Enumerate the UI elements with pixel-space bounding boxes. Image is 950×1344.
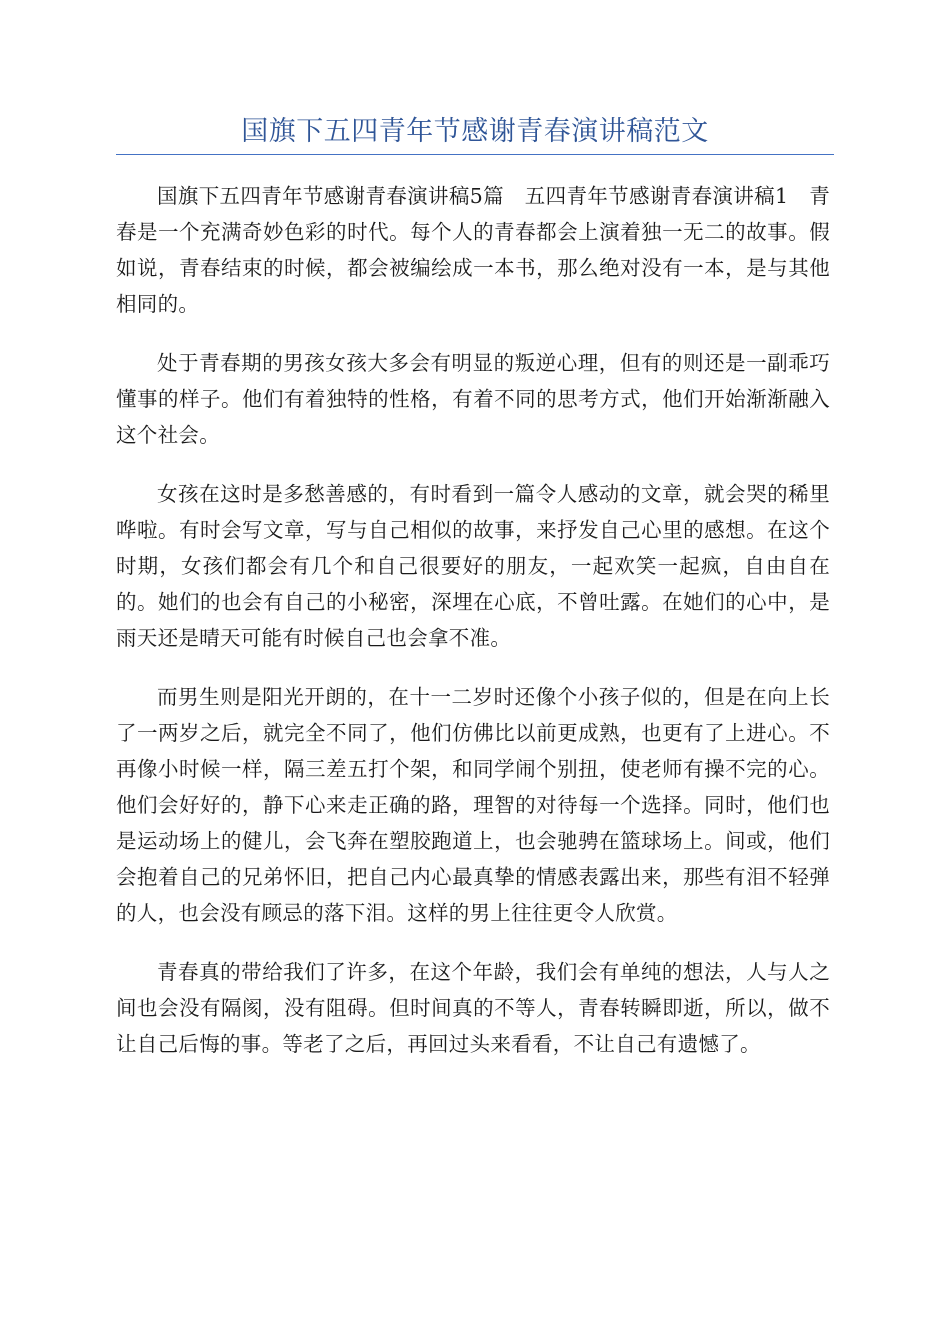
paragraph-4: 而男生则是阳光开朗的，在十一二岁时还像个小孩子似的，但是在向上长了一两岁之后，就完全不同了，他们仿佛比以前更成熟，也更有了上进心。不再像小时候一样，隔三差五打个架，和同学闹个别扭，使老师有操不完的心。他们会好好的，静下心来走正确的路，理智的对待每一个选择。同时，他们也是运动场上的健儿，会飞奔在塑胶跑道上，也会驰骋在篮球场上。间或，他们会抱着自己的兄弟怀旧，把自己内心最真挚的情感表露出来，那些有泪不轻弹的人，也会没有顾忌的落下泪。这样的男上往往更令人欣赏。 [116,685,830,925]
document-body [116,178,830,1085]
paragraph-5: 青春真的带给我们了许多，在这个年龄，我们会有单纯的想法，人与人之间也会没有隔阂，没有阻碍。但时间真的不等人，青春转瞬即逝，所以，做不让自己后悔的事。等老了之后，再回过头来看看，不让自己有遗憾了。 [116,960,830,1056]
title-underline [116,154,834,155]
paragraph-2: 处于青春期的男孩女孩大多会有明显的叛逆心理，但有的则还是一副乖巧懂事的样子。他们有着独特的性格，有着不同的思考方式，他们开始渐渐融入这个社会。 [116,351,830,447]
paragraph-3: 女孩在这时是多愁善感的，有时看到一篇令人感动的文章，就会哭的稀里哗啦。有时会写文章，写与自己相似的故事，来抒发自己心里的感想。在这个时期，女孩们都会有几个和自己很要好的朋友，一起欢笑一起疯，自由自在的。她们的也会有自己的小秘密，深埋在心底，不曾吐露。在她们的心中，是雨天还是晴天可能有时候自己也会拿不准。 [116,482,830,650]
document-title: 国旗下五四青年节感谢青春演讲稿范文 [241,116,709,147]
paragraph-1: 国旗下五四青年节感谢青春演讲稿5篇 五四青年节感谢青春演讲稿1 青春是一个充满奇妙色彩的时代。每个人的青春都会上演着独一无二的故事。假如说，青春结束的时候，都会被编绘成一本书，那么绝对没有一本，是与其他相同的。 [116,184,830,316]
